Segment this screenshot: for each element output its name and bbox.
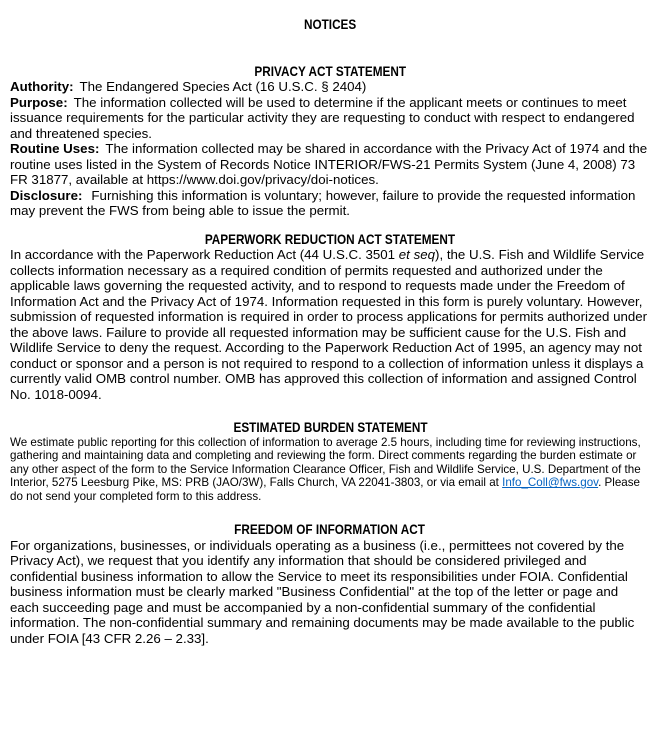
paperwork-reduction-heading bbox=[10, 232, 650, 248]
paperwork-text-before-italic: In accordance with the Paperwork Reduction Act (44 U.S.C. 3501 bbox=[10, 247, 399, 262]
estimated-burden-heading-text: ESTIMATED BURDEN STATEMENT bbox=[232, 419, 428, 435]
foia-heading bbox=[10, 522, 650, 538]
authority-paragraph bbox=[10, 79, 650, 95]
disclosure-paragraph bbox=[10, 188, 650, 219]
email-link[interactable]: Info_Coll@fws.gov bbox=[502, 476, 599, 490]
paperwork-reduction-paragraph bbox=[10, 247, 650, 402]
paperwork-reduction-heading-text: PAPERWORK REDUCTION ACT STATEMENT bbox=[204, 230, 456, 247]
paperwork-text-after-italic: ), the U.S. Fish and Wildlife Service collects information necessary as a required condition of permits requested and authorized under the applicable laws governing the requested activity, and to respond to requests made under the Freedom of Information Act and the Privacy Act of 1974. Information requested in this form is purely voluntary. However, submission of requested information is required in order to process applications for permits authorized under the above laws. Failure to provide all requested information may be sufficient cause for the U.S. Fish and Wildlife Service to deny the request. According to the Paperwork Reduction Act of 1995, an agency may not conduct or sponsor and a person is not required to respond to a collection of information unless it displays a currently valid OMB control number. OMB has approved this collection of information and assigned Control No. 1018-0094. bbox=[10, 247, 648, 402]
routine-uses-label: Routine Uses: bbox=[10, 141, 100, 156]
purpose-text: The information collected will be used to determine if the applicant meets or continues to meet issuance requirements for the particular activity they are requesting to conduct with respect to endangered and threatened species. bbox=[10, 94, 635, 141]
authority-text: The Endangered Species Act (16 U.S.C. § 2404) bbox=[79, 79, 367, 94]
purpose-paragraph bbox=[10, 95, 650, 142]
disclosure-text: Furnishing this information is voluntary; however, failure to provide the requested information may prevent the FWS from being able to issue the permit. bbox=[10, 187, 636, 218]
estimated-burden-heading bbox=[10, 420, 650, 436]
page-title-text: NOTICES bbox=[303, 16, 357, 32]
routine-uses-paragraph bbox=[10, 141, 650, 188]
foia-heading-text: FREEDOM OF INFORMATION ACT bbox=[234, 521, 426, 538]
burden-text-before-link: We estimate public reporting for this collection of information to average 2.5 hours, including time for reviewing instructions, gathering and maintaining data and completing and reviewing the form. Direct comments regarding the burden estimate or any other aspect of the form to the Service Information Clearance Officer, Fish and Wildlife Service, U.S. Department of the Interior, 5275 Leesburg Pike, MS: PRB (JAO/3W), Falls Church, VA 22041-3803, or via email at bbox=[10, 435, 641, 490]
authority-label: Authority: bbox=[10, 79, 74, 94]
page-title bbox=[10, 17, 650, 33]
notices-page bbox=[10, 17, 650, 646]
privacy-act-heading-text: PRIVACY ACT STATEMENT bbox=[254, 62, 406, 79]
privacy-act-heading bbox=[10, 64, 650, 80]
paperwork-italic-phrase: et seq bbox=[398, 247, 436, 262]
estimated-burden-paragraph bbox=[10, 436, 650, 504]
routine-uses-text: The information collected may be shared in accordance with the Privacy Act of 1974 and the routine uses listed in the System of Records Notice INTERIOR/FWS-21 Permits System (June 4, 2008) 73 FR 31877, available at https://www.doi.gov/privacy/doi-notices. bbox=[10, 141, 648, 187]
burden-text-after-link: . Please do not send your completed form to this address. bbox=[10, 476, 640, 503]
foia-paragraph bbox=[10, 538, 650, 647]
disclosure-label: Disclosure: bbox=[10, 187, 83, 203]
purpose-label: Purpose: bbox=[10, 94, 68, 110]
foia-text: For organizations, businesses, or individuals operating as a business (i.e., permittees not covered by the Privacy Act), we request that you identify any information that should be considered privileged and confidential business information to allow the Service to meet its responsibilities under FOIA. Confidential business information must be clearly marked "Business Confidential" at the top of the letter or page and each succeeding page and must be accompanied by a non-confidential summary of the confidential information. The non-confidential summary and remaining documents may be made available to the public under FOIA [43 CFR 2.26 – 2.33]. bbox=[10, 537, 635, 646]
